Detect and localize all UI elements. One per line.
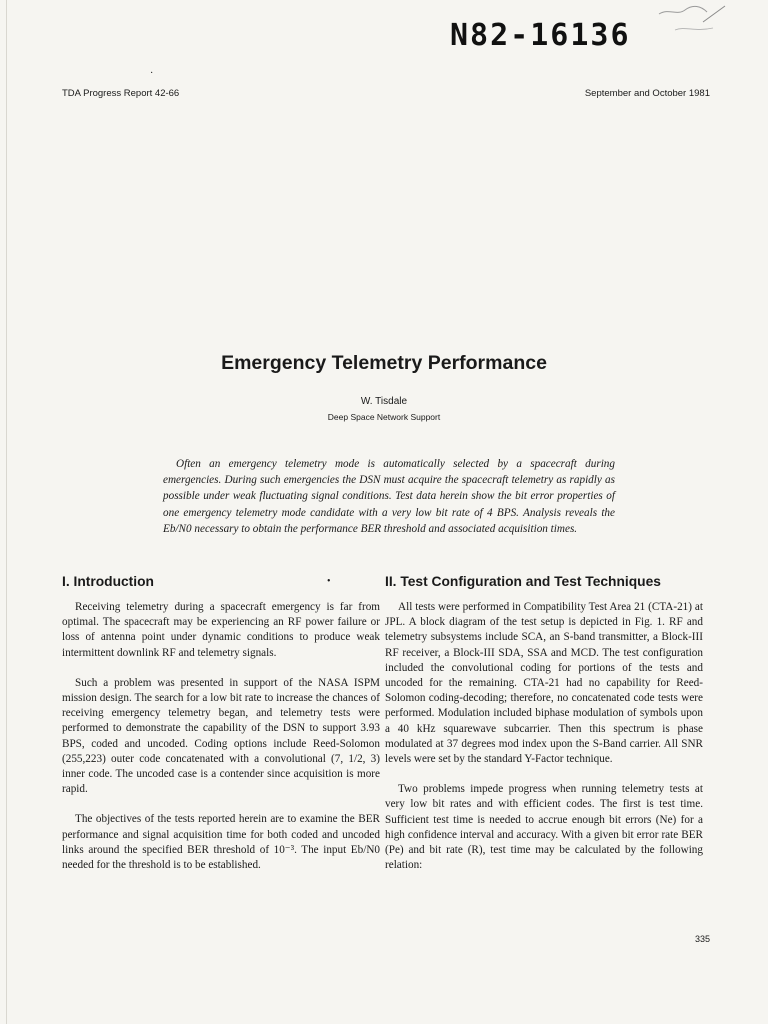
test-paragraph-1: All tests were performed in Compatibility Test Area 21 (CTA-21) at JPL. A block diagram of the test setup is depicted in Fig. 1. RF and telemetry subsystems include SCA, an S-band transmitter, a Block-III RF receiver, a Block-III SDA, SSA and MCD. The test configuration included the convolutional coding for portions of the tests and uncoded for the remaining. CTA-21 had no capability for Reed-Solomon coding-decoding; therefore, no concatenated code tests were performed. Modulation included biphase modulation of symbols upon a 40 kHz squarewave subcarrier. Then this spectrum is phase modulated at 37 degrees mod index upon the S-Band carrier. All SNR levels were set by the standard Y-Factor technique. (385, 601, 703, 766)
section-heading-test-configuration: II. Test Configuration and Test Techniques (385, 574, 661, 589)
handwritten-mark (655, 2, 735, 42)
right-column (385, 574, 703, 888)
page-number: 335 (694, 934, 710, 944)
intro-paragraph-1: Receiving telemetry during a spacecraft emergency is far from optimal. The spacecraft may be experiencing an RF power failure or loss of antenna point under dynamic conditions to produce weak intermittent downlink RF and telemetry signals. (62, 601, 380, 659)
report-name: TDA Progress Report 42-66 (62, 88, 180, 99)
intro-paragraph-2: Such a problem was presented in support of the NASA ISPM mission design. The search for a low bit rate to increase the chances of receiving emergency telemetry began, and telemetry tests were performed to demonstrate the capability of the DSN to support 3.93 BPS, coded and uncoded. Coding options include Reed-Solomon (255,223) outer code concatenated with a convolutional (7, 1/2, 3) inner code. The uncoded case is a contender since acquisition is more rapid. (62, 676, 380, 796)
intro-paragraph-3: The objectives of the tests reported herein are to examine the BER performance and signal acquisition time for both coded and uncoded links around the specified BER threshold of 10⁻³. The input Eb/N0 needed for the threshold is to be established. (62, 813, 380, 872)
speck: • (327, 576, 331, 587)
paper-title: Emergency Telemetry Performance (221, 352, 547, 374)
test-paragraph-2: Two problems impede progress when running telemetry tests at very low bit rates and with efficient codes. The first is test time. Sufficient test time is needed to accrue enough bit errors (Ne) for a high confidence interval and accuracy. With a given bit error rate BER (Pe) and bit rate (R), test time may be calculated by the following relation: (385, 783, 703, 872)
speck: · (150, 68, 154, 79)
abstract: Often an emergency telemetry mode is automatically selected by a spacecraft during emergencies. During such emergencies the DSN must acquire the spacecraft telemetry as rapidly as possible under weak fluctuating signal conditions. Test data herein show the bit error properties of one emergency telemetry mode candidate with a very low bit rate of 4 BPS. Analysis reveals the Eb/N0 necessary to obtain the performance BER threshold and associated acquisition times. (163, 458, 615, 535)
report-date: September and October 1981 (584, 88, 710, 99)
author-affiliation: Deep Space Network Support (327, 412, 441, 422)
section-heading-introduction: I. Introduction (62, 574, 154, 589)
document-number: N82-16136 (450, 18, 631, 53)
page-edge (6, 0, 7, 1024)
author-name: W. Tisdale (360, 396, 408, 407)
left-column (62, 574, 380, 888)
